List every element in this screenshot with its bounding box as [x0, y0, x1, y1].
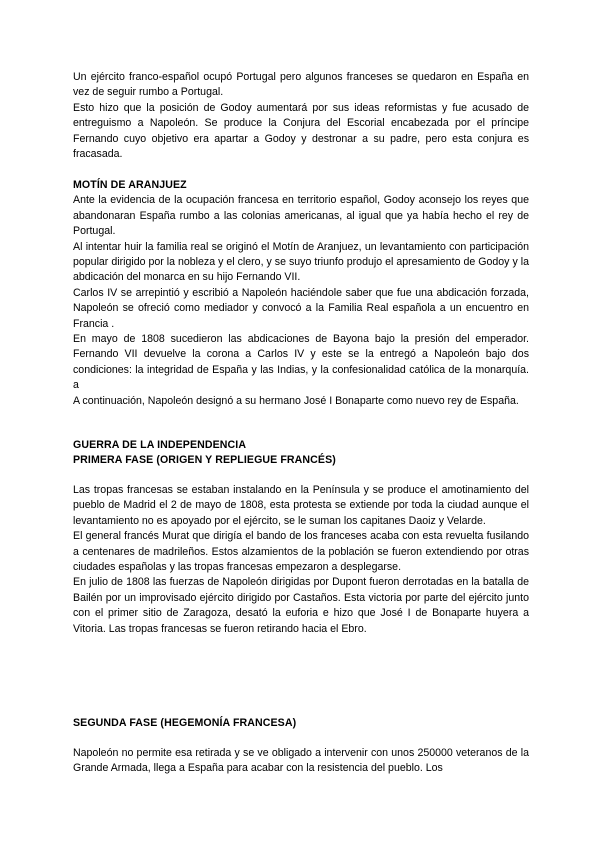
guerra-body: [73, 483, 529, 637]
segunda-body: [73, 746, 529, 777]
section-subheading: PRIMERA FASE (ORIGEN Y REPLIEGUE FRANCÉS): [73, 454, 336, 467]
guerra-section: [73, 438, 529, 469]
paragraph: A continuación, Napoleón designó a su hermano José I Bonaparte como nuevo rey de España.: [73, 394, 519, 407]
segunda-section: [73, 716, 529, 731]
paragraph: Ante la evidencia de la ocupación francesa en territorio español, Godoy aconsejo los reyes que abandonaran España rumbo a las colonias americanas, al igual que ya había hecho el rey de Portugal.: [73, 194, 529, 238]
paragraph: Napoleón no permite esa retirada y se ve obligado a intervenir con unos 250000 veteranos de la Grande Armada, llega a España para acabar con la resistencia del pueblo. Los: [73, 747, 529, 775]
paragraph: En julio de 1808 las fuerzas de Napoleón dirigidas por Dupont fueron derrotadas en la batalla de Bailén por un improvisado ejército dirigido por Castaños. Esta victoria por parte del ejército junto con el primer sitio de Zaragoza, desató la euforia e hizo que José I de Bonaparte huyera a Vitoria. Las tropas francesas se fueron retirando hacia el Ebro.: [73, 576, 529, 635]
section-heading: MOTÍN DE ARANJUEZ: [73, 179, 187, 191]
paragraph: Al intentar huir la familia real se originó el Motín de Aranjuez, un levantamiento con participación popular dirigido por la nobleza y el clero, y se suyo triunfo produjo el apresamiento de Godoy y la abdicación del monarca en su hijo Fernando VII.: [73, 240, 529, 284]
paragraph: Esto hizo que la posición de Godoy aumentará por sus ideas reformistas y fue acusado de entreguismo a Napoleón. Se produce la Conjura del Escorial encabezada por el príncipe Fernando cuyo objetivo era apartar a Godoy y destronar a su padre, pero esta conjura es fracasada.: [73, 101, 529, 161]
paragraph: En mayo de 1808 sucedieron las abdicaciones de Bayona bajo la presión del emperador. Fernando VII devuelve la corona a Carlos IV y este se la entregó a Napoleón bajo dos condiciones: la integridad de España y las Indias, y la confesionalidad católica de la monarquía. a: [73, 333, 529, 392]
section-heading: GUERRA DE LA INDEPENDENCIA: [73, 439, 247, 451]
paragraph: El general francés Murat que dirigía el bando de los franceses acaba con esta revuelta fusilando a centenares de madrileños. Estos alzamientos de la población se fueron extendiendo por otras ciudades españolas y las tropas francesas empezaron a desplegarse.: [73, 530, 529, 574]
paragraph: Un ejército franco-español ocupó Portugal pero algunos franceses se quedaron en España en vez de seguir rumbo a Portugal.: [73, 71, 529, 99]
paragraph: Las tropas francesas se estaban instalando en la Península y se produce el amotinamiento del pueblo de Madrid el 2 de mayo de 1808, esta protesta se extiende por toda la ciudad aunque el levantamiento no es apoyado por el ejército, se le suman los capitanes Daoiz y Velarde.: [73, 484, 529, 527]
aranjuez-section: [73, 178, 529, 409]
paragraph: Carlos IV se arrepintió y escribió a Napoleón haciéndole saber que fue una abdicación forzada, Napoleón se ofreció como mediador y convocó a la Familia Real española a un encuentro en Francia .: [73, 286, 529, 330]
section-heading: SEGUNDA FASE (HEGEMONÍA FRANCESA): [73, 717, 297, 729]
intro-section: [73, 70, 529, 162]
